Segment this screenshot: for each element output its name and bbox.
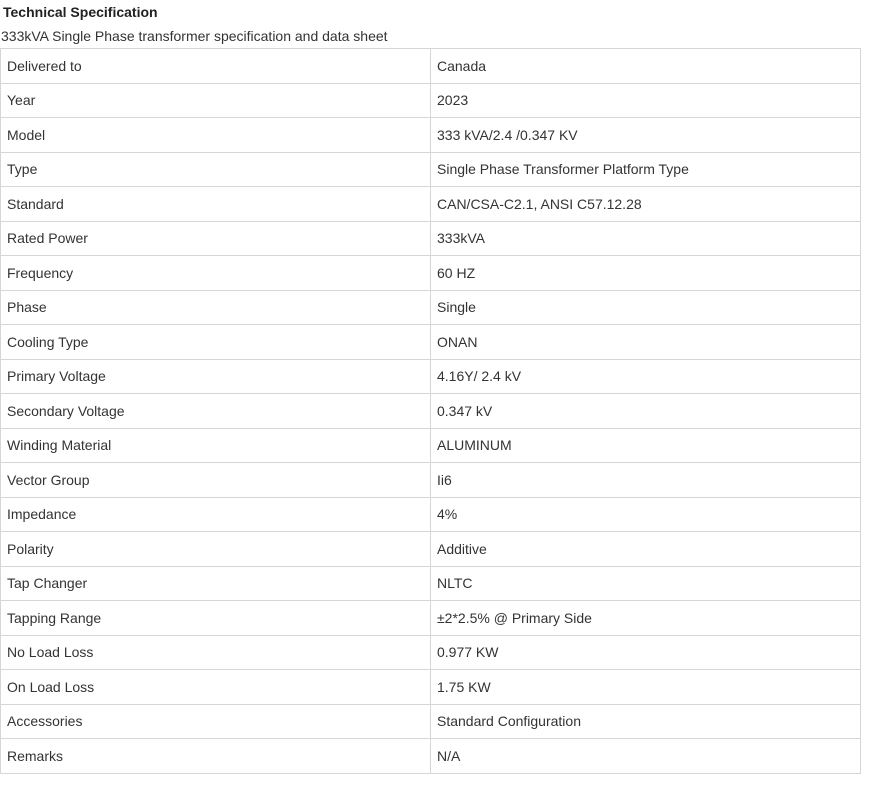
section-heading: Technical Specification (3, 4, 158, 20)
table-row (1, 532, 861, 567)
table-row (1, 152, 861, 187)
spec-value-cell: ALUMINUM (431, 428, 861, 463)
spec-value-cell: N/A (431, 739, 861, 774)
table-row (1, 670, 861, 705)
spec-label-cell: Tap Changer (1, 566, 431, 601)
spec-value-cell: 60 HZ (431, 256, 861, 291)
spec-label-cell: Polarity (1, 532, 431, 567)
table-row (1, 428, 861, 463)
table-row (1, 635, 861, 670)
spec-label-cell: On Load Loss (1, 670, 431, 705)
spec-value-cell: CAN/CSA-C2.1, ANSI C57.12.28 (431, 187, 861, 222)
spec-label-cell: Frequency (1, 256, 431, 291)
spec-label-cell: Tapping Range (1, 601, 431, 636)
spec-value-cell: 333 kVA/2.4 /0.347 KV (431, 118, 861, 153)
spec-value-cell: 4% (431, 497, 861, 532)
table-row (1, 566, 861, 601)
spec-label-cell: Primary Voltage (1, 359, 431, 394)
spec-value-cell: 0.977 KW (431, 635, 861, 670)
spec-value-cell: 333kVA (431, 221, 861, 256)
table-row (1, 463, 861, 498)
table-row (1, 325, 861, 360)
spec-label-cell: Year (1, 83, 431, 118)
table-row (1, 221, 861, 256)
spec-table-body (1, 49, 861, 774)
spec-label-cell: Type (1, 152, 431, 187)
spec-value-cell: Canada (431, 49, 861, 84)
spec-value-cell: 1.75 KW (431, 670, 861, 705)
spec-label-cell: Vector Group (1, 463, 431, 498)
table-row (1, 394, 861, 429)
spec-label-cell: Phase (1, 290, 431, 325)
spec-value-cell: Ii6 (431, 463, 861, 498)
spec-value-cell: 0.347 kV (431, 394, 861, 429)
table-row (1, 704, 861, 739)
table-row (1, 601, 861, 636)
spec-table (0, 48, 861, 774)
spec-label-cell: Rated Power (1, 221, 431, 256)
table-row (1, 187, 861, 222)
spec-value-cell: NLTC (431, 566, 861, 601)
spec-value-cell: 2023 (431, 83, 861, 118)
table-row (1, 290, 861, 325)
spec-value-cell: 4.16Y/ 2.4 kV (431, 359, 861, 394)
spec-value-cell: Standard Configuration (431, 704, 861, 739)
spec-label-cell: No Load Loss (1, 635, 431, 670)
table-row (1, 83, 861, 118)
spec-label-cell: Delivered to (1, 49, 431, 84)
spec-label-cell: Remarks (1, 739, 431, 774)
spec-label-cell: Cooling Type (1, 325, 431, 360)
table-row (1, 49, 861, 84)
spec-value-cell: Single Phase Transformer Platform Type (431, 152, 861, 187)
table-row (1, 359, 861, 394)
section-subheading: 333kVA Single Phase transformer specification and data sheet (1, 28, 388, 44)
spec-label-cell: Secondary Voltage (1, 394, 431, 429)
table-row (1, 739, 861, 774)
spec-label-cell: Impedance (1, 497, 431, 532)
spec-value-cell: Single (431, 290, 861, 325)
spec-label-cell: Model (1, 118, 431, 153)
spec-value-cell: ±2*2.5% @ Primary Side (431, 601, 861, 636)
spec-value-cell: ONAN (431, 325, 861, 360)
spec-label-cell: Standard (1, 187, 431, 222)
spec-value-cell: Additive (431, 532, 861, 567)
spec-label-cell: Accessories (1, 704, 431, 739)
spec-label-cell: Winding Material (1, 428, 431, 463)
table-row (1, 497, 861, 532)
table-row (1, 256, 861, 291)
table-row (1, 118, 861, 153)
